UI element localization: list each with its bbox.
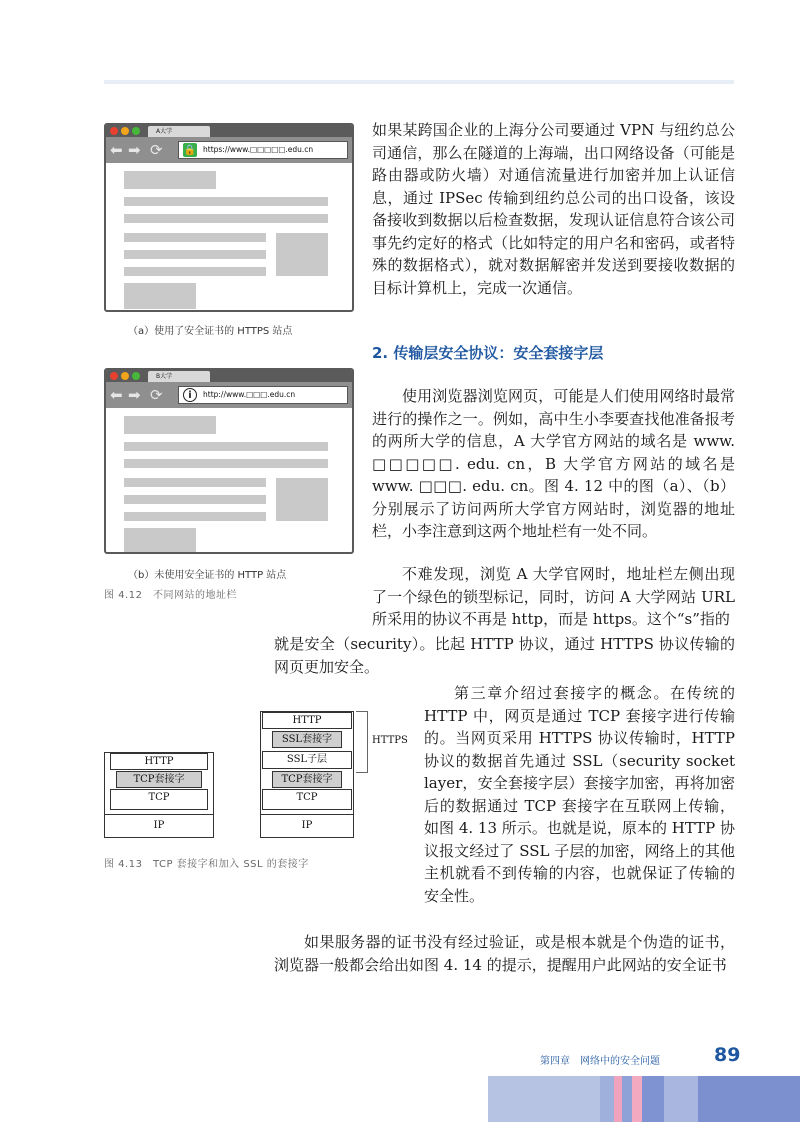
paragraph-lock: 不难发现，浏览 A 大学官网时，地址栏左侧出现了一个绿色的锁型标记，同时，访问 A 大学网站 URL 所采用的协议不再是 http，而是 https。这个“s”指的 [372,565,735,628]
content-block [124,442,328,451]
lock-icon: 🔒 [183,144,197,156]
browser-navbar [106,137,352,163]
band-segment [622,1076,632,1122]
content-block [124,267,266,276]
band-segment [642,1076,664,1122]
content-block [124,283,196,309]
paragraph-ssl: 第三章介绍过套接字的概念。在传统的 HTTP 中，网页是通过 TCP 套接字进行传输的。当网页采用 HTTPS 协议传输时，HTTP 协议的数据首先通过 SSL（security socket layer，安全套接字层）套接字加密，再将加密后的数据通过 TCP 套接字在互联网上传输，如图 4. 13 所示。也就是说，原本的 HTTP 协议报文经过了 SSL 子层的加密，网络上的其他主机就看不到传输的内容，也就保证了传输的安全性。 [424,684,735,905]
close-dot-icon [110,372,118,380]
figure-caption-4-12: 图 4.12 不同网站的地址栏 [104,590,237,601]
content-block [124,171,216,189]
chapter-title: 第四章 网络中的安全问题 [540,1056,660,1067]
content-block [124,495,266,504]
top-rule [104,80,734,84]
figure-subcaption-a: （a）使用了安全证书的 HTTPS 站点 [128,326,293,337]
https-label: HTTPS [372,735,408,746]
stack-layer-tcp: TCP [262,789,352,810]
browser-navbar [106,382,352,408]
content-block [276,233,328,276]
forward-arrow-icon: ➡ [128,141,141,159]
content-block [124,528,196,552]
browser-tab: A大学 [148,126,210,137]
paragraph-security: 就是安全（security）。比起 HTTP 协议，通过 HTTPS 协议传输的网页更加安全。 [274,635,735,676]
address-url: http://www.□□□.edu.cn [203,390,296,399]
figure-caption-4-13: 图 4.13 TCP 套接字和加入 SSL 的套接字 [104,859,309,870]
figure-subcaption-b: （b）未使用安全证书的 HTTP 站点 [128,570,287,581]
content-block [124,512,266,521]
forward-arrow-icon: ➡ [128,386,141,404]
band-segment [664,1076,698,1122]
band-segment [614,1076,622,1122]
back-arrow-icon: ⬅ [110,141,123,159]
content-block [124,250,266,259]
stack-layer-http: HTTP [262,712,352,729]
back-arrow-icon: ⬅ [110,386,123,404]
maximize-dot-icon [132,372,140,380]
stack-layer-tcp-socket: TCP套接字 [272,771,342,788]
stack-layer-ip: IP [104,814,214,838]
https-bracket [356,711,368,773]
stack-layer-ip: IP [260,814,354,838]
content-block [124,416,216,434]
stack-layer-tcp-socket: TCP套接字 [116,771,202,788]
content-block [124,197,328,206]
minimize-dot-icon [121,127,129,135]
refresh-icon: ⟳ [150,141,163,159]
content-block [124,214,328,223]
content-block [124,478,266,487]
address-bar [178,386,348,404]
content-block [124,459,328,468]
address-url: https://www.□□□□□.edu.cn [203,145,314,154]
maximize-dot-icon [132,127,140,135]
stack-layer-http: HTTP [110,753,208,770]
refresh-icon: ⟳ [150,386,163,404]
band-segment [698,1076,800,1122]
browser-mockup-a [104,123,354,312]
info-icon: i [183,388,197,402]
stack-layer-ssl-sublayer: SSL子层 [262,751,352,769]
browser-titlebar [106,125,352,137]
band-segment [632,1076,642,1122]
stack-layer-ssl-socket: SSL套接字 [272,731,342,748]
content-block [276,478,328,521]
browser-titlebar [106,370,352,382]
paragraph-vpn: 如果某跨国企业的上海分公司要通过 VPN 与纽约总公司通信，那么在隧道的上海端，出口网络设备（可能是路由器或防火墙）对通信流量进行加密并加上认证信息，通过 IPSec 传输到纽约总公司的出口设备，该设备接收到数据以后检查数据，发现认证信息符合该公司事先约定好的格式（比如特定的用户名和密码，或者特殊的数据格式），就对数据解密并发送到要接收数据的目标计算机上，完成一次通信。 [372,121,735,297]
paragraph-browser: 使用浏览器浏览网页，可能是人们使用网络时最常进行的操作之一。例如，高中生小李要查找他准备报考的两所大学的信息，A 大学官方网站的域名是 www. □□□□□. edu. cn，B 大学官方网站的域名是 www. □□□. edu. cn。图 4. 12 中的图（a）、（b）分别展示了访问两所大学官方网站时，浏览器的地址栏，小李注意到这两个地址栏有一处不同。 [372,387,735,540]
minimize-dot-icon [121,372,129,380]
browser-mockup-b [104,368,354,554]
close-dot-icon [110,127,118,135]
page-number: 89 [714,1044,741,1066]
content-block [124,233,266,242]
band-segment [488,1076,600,1122]
paragraph-certificate: 如果服务器的证书没有经过验证，或是根本就是个伪造的证书，浏览器一般都会给出如图 4. 14 的提示，提醒用户此网站的安全证书 [274,933,735,974]
address-bar [178,141,348,159]
section-title: 2. 传输层安全协议：安全套接字层 [372,344,604,362]
stack-layer-tcp: TCP [110,789,208,810]
browser-tab: B大学 [148,371,210,382]
band-segment [600,1076,614,1122]
